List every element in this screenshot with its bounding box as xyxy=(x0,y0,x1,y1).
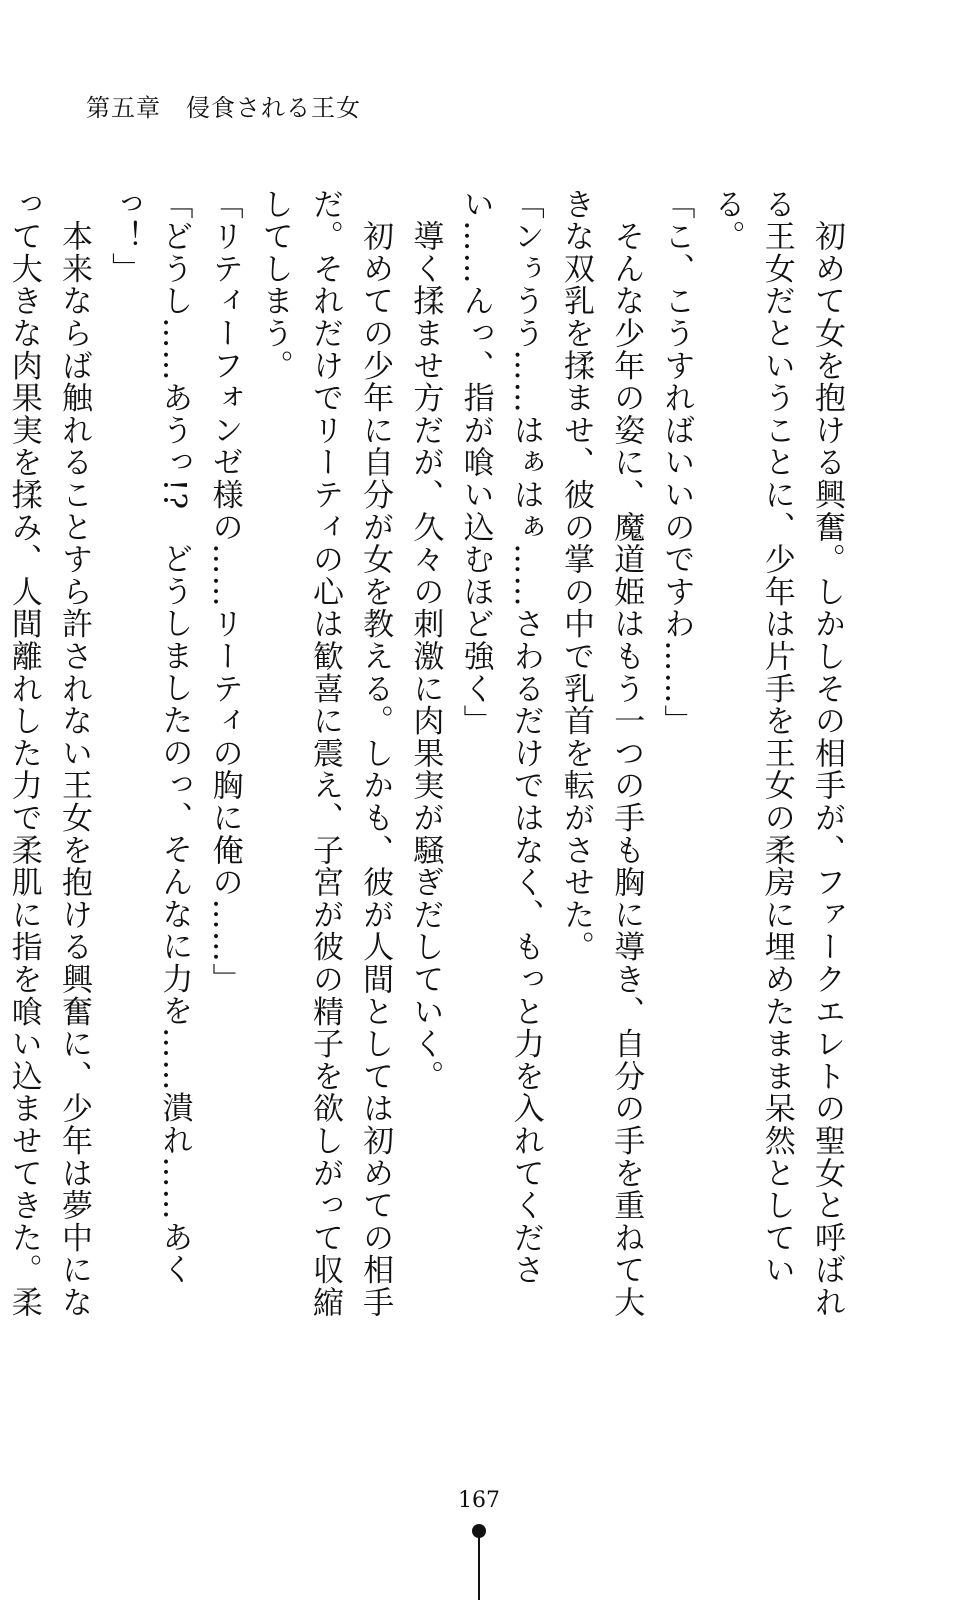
paragraph: 「こ、こうすればいいのですわ……」 xyxy=(658,188,695,738)
paragraph: 本来ならば触れることすら許されない王女を抱ける興奮に、少年は夢中になって大きな肉果実を揉み、人間離れした力で柔肌に指を喰い込ませてきた。柔 xyxy=(5,188,92,1319)
chapter-header: 第五章 侵食される王女 xyxy=(86,94,361,122)
paragraph: 「リティーフォンゼ様の……リーティの胸に俺の……」 xyxy=(206,188,243,996)
paragraph: 「ンぅうう……はぁはぁ……さわるだけではなく、もっと力を入れてください……んっ、指が喰い込むほど強く」 xyxy=(457,188,544,1287)
paragraph: 「どうし……あうっ!? どうしましたのっ、そんなに力を……潰れ……あくっ！」 xyxy=(106,188,193,1286)
paragraph: 初めての少年に自分が女を教える。しかも、彼が人間としては初めての相手だ。それだけでリーティの心は歓喜に震え、子宮が彼の精子を欲しがって収縮してしまう。 xyxy=(256,188,394,1319)
page-number: 167 xyxy=(458,1488,500,1513)
paragraph: そんな少年の姿に、魔道姫はもう一つの手も胸に導き、自分の手を重ねて大きな双乳を揉ませ、彼の掌の中で乳首を転がさせた。 xyxy=(557,188,645,1319)
paragraph: 導く揉ませ方だが、久々の刺激に肉果実が騒ぎだしていく。 xyxy=(407,188,444,1093)
paragraph: 初めて女を抱ける興奮。しかしその相手が、ファークエレトの聖女と呼ばれる王女だということに、少年は片手を王女の柔房に埋めたまま呆然としている。 xyxy=(708,188,845,1319)
body-text xyxy=(5,188,852,1338)
folio-line-icon xyxy=(478,1536,480,1600)
folio-ornament-icon xyxy=(463,1524,495,1600)
